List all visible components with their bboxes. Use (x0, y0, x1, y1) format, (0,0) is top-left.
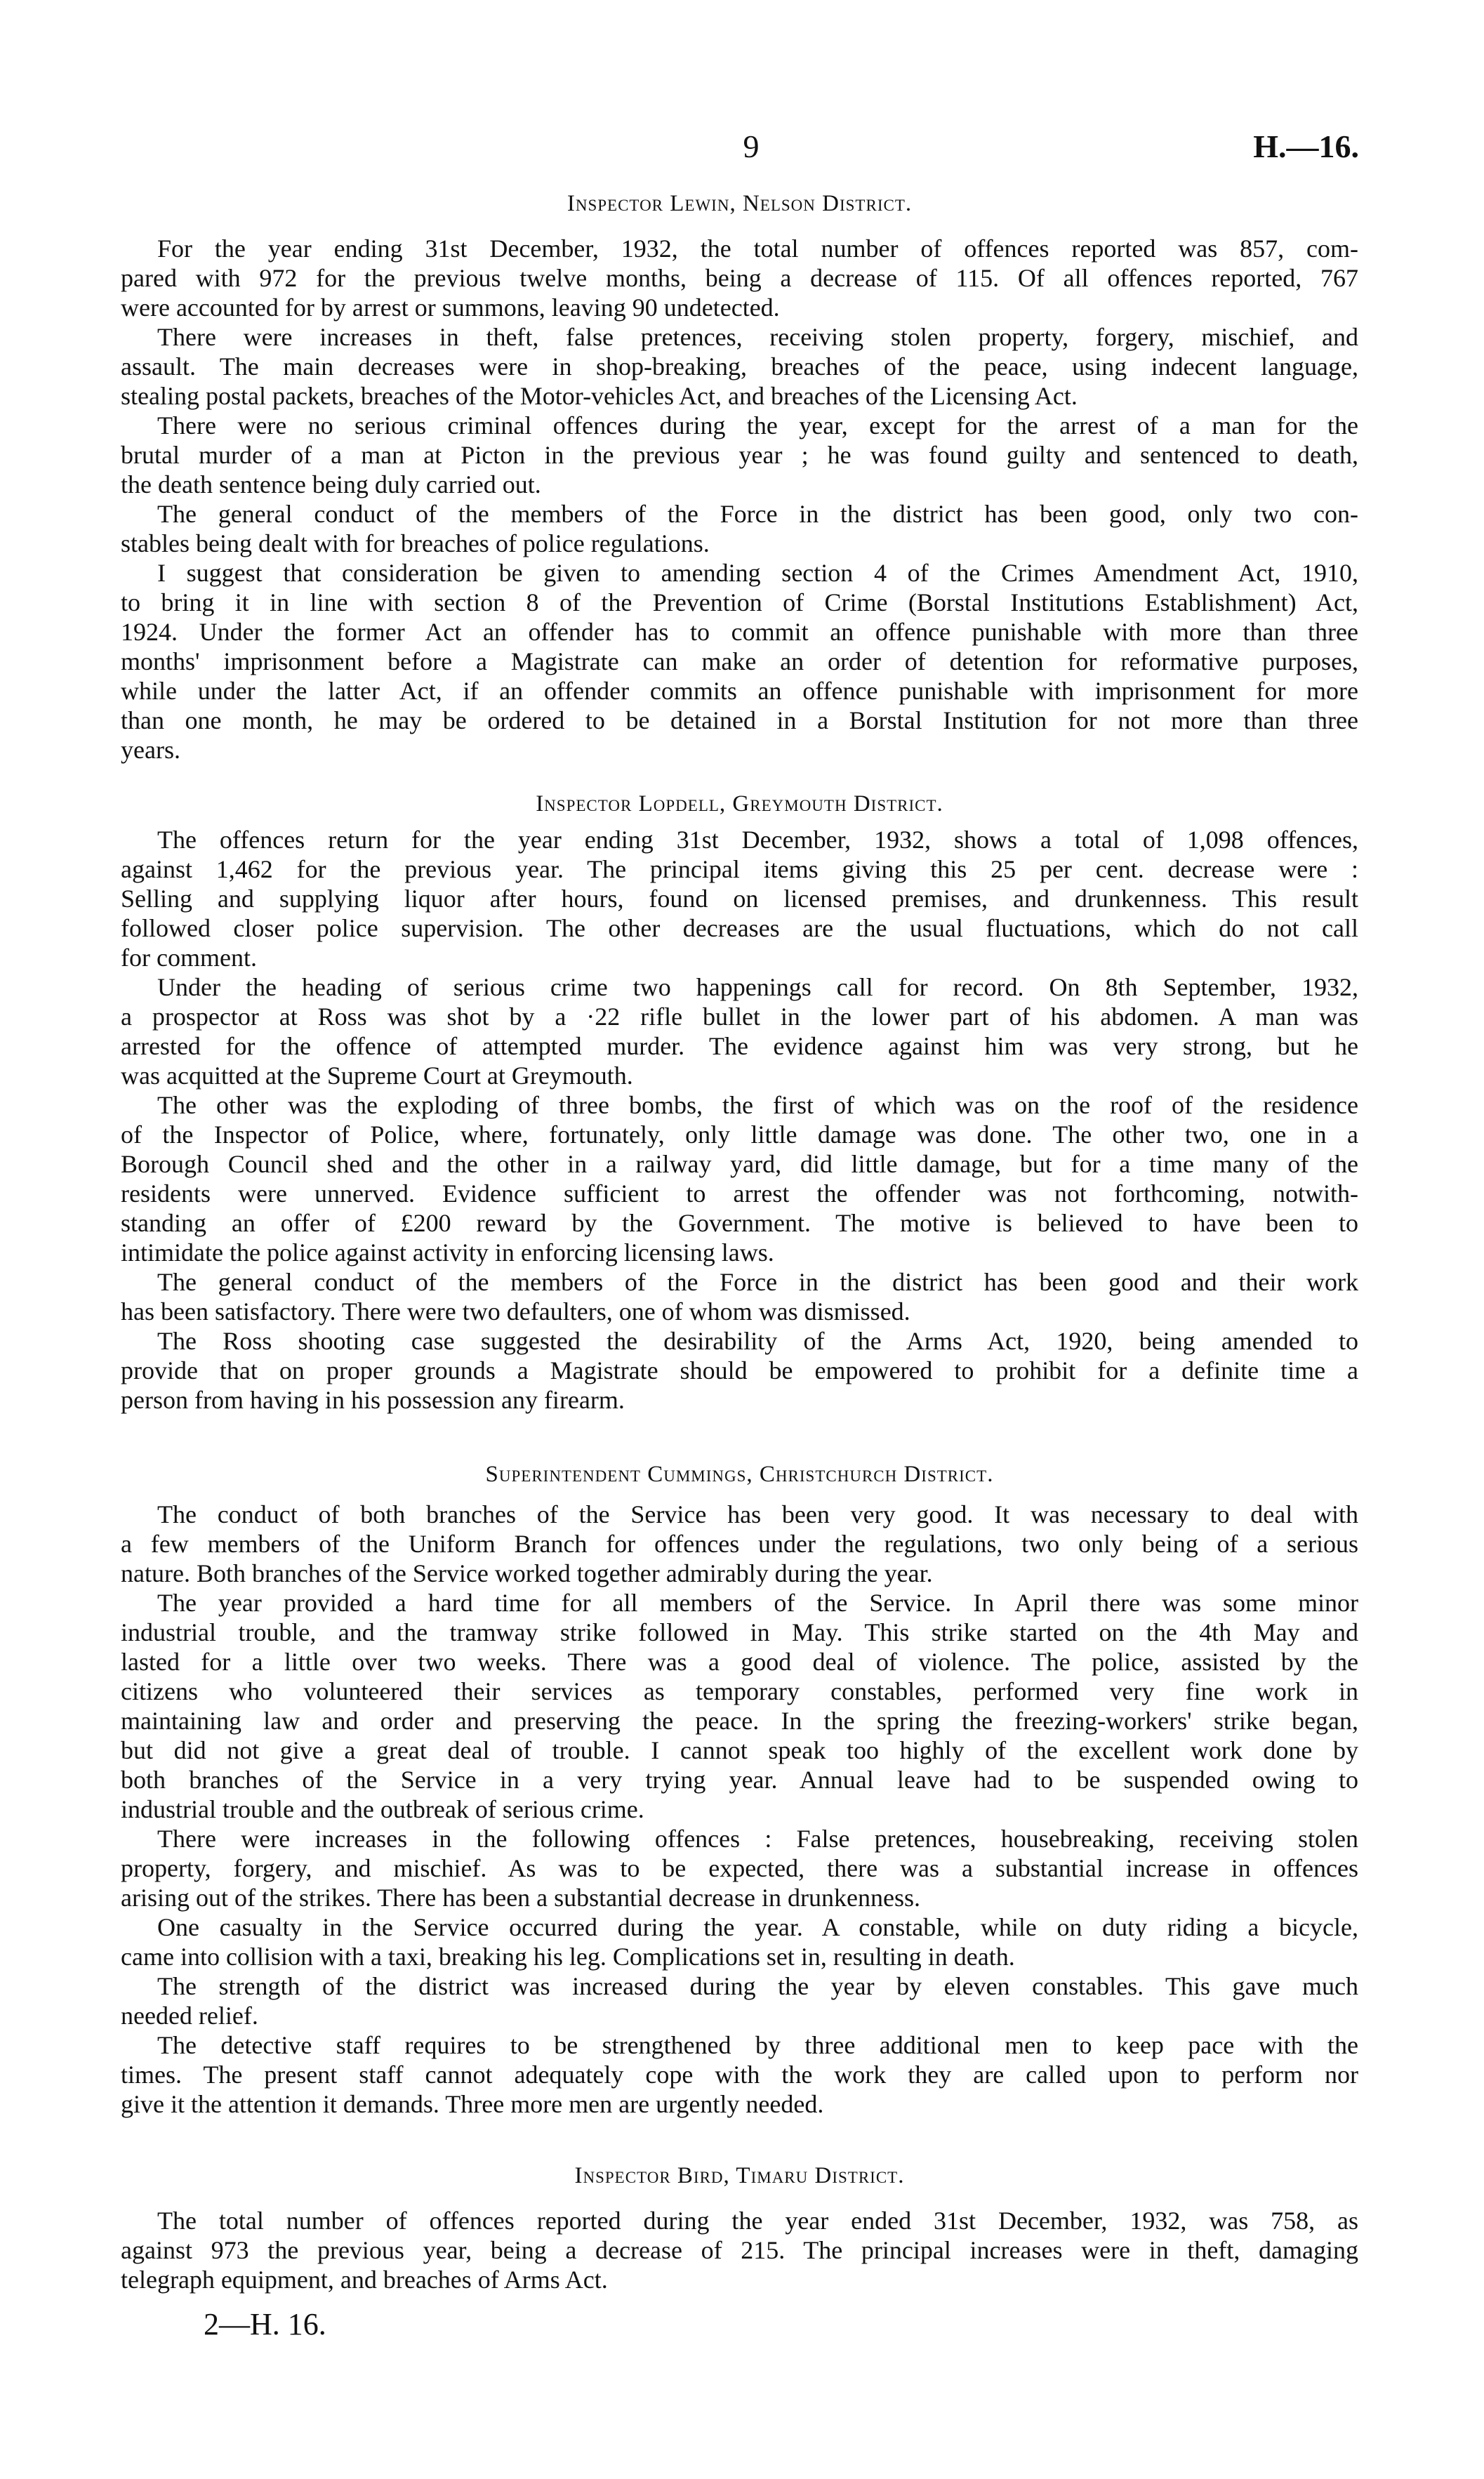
text-line: than one month, he may be ordered to be detained in a Borstal Institution for not more than three (121, 706, 1358, 734)
paragraph (121, 1267, 1358, 1326)
section-body-lopdell (121, 825, 1358, 1415)
section-body-lewin (121, 234, 1358, 765)
text-line: a prospector at Ross was shot by a ·22 rifle bullet in the lower part of his abdomen. A man was (121, 1003, 1358, 1031)
paragraph (121, 411, 1358, 499)
text-line: The other was the exploding of three bombs, the first of which was on the roof of the residence (157, 1091, 1358, 1119)
section-heading-lopdell: Inspector Lopdell, Greymouth District. (536, 791, 943, 817)
paragraph (121, 1588, 1358, 1824)
text-line: while under the latter Act, if an offender commits an offence punishable with imprisonment for more (121, 677, 1358, 705)
paragraph (121, 1824, 1358, 1912)
text-line: person from having in his possession any firearm. (121, 1386, 625, 1414)
text-line: stealing postal packets, breaches of the Motor-vehicles Act, and breaches of the Licensing Act. (121, 382, 1078, 410)
text-line: 1924. Under the former Act an offender has to commit an offence punishable with more than three (121, 618, 1358, 646)
paragraph (121, 558, 1358, 765)
text-line: was acquitted at the Supreme Court at Greymouth. (121, 1062, 633, 1090)
page-number: 9 (743, 128, 760, 164)
section-body-cummings (121, 1500, 1358, 2119)
text-line: One casualty in the Service occurred during the year. A constable, while on duty riding a bicycle, (157, 1913, 1358, 1941)
text-line: intimidate the police against activity in enforcing licensing laws. (121, 1238, 774, 1267)
text-line: needed relief. (121, 2002, 258, 2030)
section-body-bird (121, 2206, 1358, 2294)
text-line: came into collision with a taxi, breaking his leg. Complications set in, resulting in death. (121, 1943, 1015, 1971)
text-line: both branches of the Service in a very trying year. Annual leave had to be suspended owing to (121, 1766, 1358, 1794)
paragraph (121, 825, 1358, 972)
paragraph (121, 1326, 1358, 1415)
text-line: of the Inspector of Police, where, fortunately, only little damage was done. The other two, one in a (121, 1120, 1358, 1149)
text-line: There were increases in the following offences : False pretences, housebreaking, receiving stolen (157, 1825, 1358, 1853)
text-line: arrested for the offence of attempted murder. The evidence against him was very strong, but he (121, 1032, 1358, 1060)
text-line: were accounted for by arrest or summons, leaving 90 undetected. (121, 293, 780, 322)
text-line: Under the heading of serious crime two happenings call for record. On 8th September, 1932, (157, 973, 1358, 1001)
text-line: lasted for a little over two weeks. There was a good deal of violence. The police, assisted by the (121, 1648, 1358, 1676)
text-line: The year provided a hard time for all members of the Service. In April there was some minor (157, 1589, 1358, 1617)
text-line: nature. Both branches of the Service worked together admirably during the year. (121, 1559, 933, 1587)
text-line: stables being dealt with for breaches of police regulations. (121, 529, 710, 557)
paragraph (121, 2206, 1358, 2294)
text-line: The detective staff requires to be strengthened by three additional men to keep pace with the (157, 2031, 1358, 2059)
text-line: The offences return for the year ending 31st December, 1932, shows a total of 1,098 offences, (157, 826, 1358, 854)
text-line: The general conduct of the members of the Force in the district has been good, only two con- (157, 500, 1358, 528)
paragraph (121, 499, 1358, 558)
text-line: telegraph equipment, and breaches of Arms Act. (121, 2266, 608, 2294)
text-line: arising out of the strikes. There has been a substantial decrease in drunkenness. (121, 1884, 920, 1912)
text-line: The Ross shooting case suggested the desirability of the Arms Act, 1920, being amended to (157, 1327, 1358, 1355)
paragraph (121, 322, 1358, 411)
text-line: Borough Council shed and the other in a railway yard, did little damage, but for a time many of the (121, 1150, 1358, 1178)
paragraph (121, 1500, 1358, 1588)
text-line: The total number of offences reported during the year ended 31st December, 1932, was 758, as (157, 2207, 1358, 2235)
text-line: industrial trouble, and the tramway strike followed in May. This strike started on the 4th May and (121, 1618, 1358, 1646)
text-line: There were increases in theft, false pretences, receiving stolen property, forgery, mischief, and (157, 323, 1358, 351)
text-line: The strength of the district was increased during the year by eleven constables. This gave much (157, 1972, 1358, 2000)
text-line: the death sentence being duly carried out. (121, 470, 541, 498)
text-line: brutal murder of a man at Picton in the previous year ; he was found guilty and sentenced to death, (121, 441, 1358, 469)
text-line: For the year ending 31st December, 1932, the total number of offences reported was 857, com- (157, 234, 1358, 263)
text-line: against 1,462 for the previous year. The principal items giving this 25 per cent. decrease were : (121, 855, 1358, 883)
paragraph (121, 2030, 1358, 2119)
text-line: standing an offer of £200 reward by the Government. The motive is believed to have been to (121, 1209, 1358, 1237)
paragraph (121, 1912, 1358, 1971)
text-line: followed closer police supervision. The other decreases are the usual fluctuations, which do not call (121, 914, 1358, 942)
text-line: for comment. (121, 944, 257, 972)
signature-mark: 2—H. 16. (204, 2307, 326, 2341)
section-heading-bird: Inspector Bird, Timaru District. (574, 2163, 905, 2188)
text-line: has been satisfactory. There were two defaulters, one of whom was dismissed. (121, 1297, 910, 1326)
text-line: years. (121, 736, 180, 764)
text-line: The conduct of both branches of the Service has been very good. It was necessary to deal with (157, 1500, 1358, 1528)
paragraph (121, 234, 1358, 322)
document-code: H.—16. (1253, 128, 1359, 164)
text-line: a few members of the Uniform Branch for offences under the regulations, two only being of a serious (121, 1530, 1358, 1558)
text-line: months' imprisonment before a Magistrate can make an order of detention for reformative purposes, (121, 647, 1358, 675)
text-line: but did not give a great deal of trouble. I cannot speak too highly of the excellent work done by (121, 1736, 1358, 1764)
text-line: times. The present staff cannot adequately cope with the work they are called upon to perform nor (121, 2061, 1358, 2089)
text-line: to bring it in line with section 8 of the Prevention of Crime (Borstal Institutions Establishment) Act, (121, 588, 1358, 616)
text-line: There were no serious criminal offences during the year, except for the arrest of a man for the (157, 411, 1358, 439)
paragraph (121, 972, 1358, 1090)
text-line: give it the attention it demands. Three more men are urgently needed. (121, 2090, 824, 2118)
text-line: Selling and supplying liquor after hours, found on licensed premises, and drunkenness. This result (121, 885, 1358, 913)
section-heading-lewin: Inspector Lewin, Nelson District. (567, 191, 913, 216)
paragraph (121, 1971, 1358, 2030)
text-line: residents were unnerved. Evidence sufficient to arrest the offender was not forthcoming, notwith- (121, 1179, 1358, 1208)
text-line: maintaining law and order and preserving the peace. In the spring the freezing-workers' strike began, (121, 1707, 1358, 1735)
text-line: citizens who volunteered their services as temporary constables, performed very fine work in (121, 1677, 1358, 1705)
text-line: provide that on proper grounds a Magistrate should be empowered to prohibit for a definite time a (121, 1356, 1358, 1384)
text-line: pared with 972 for the previous twelve months, being a decrease of 115. Of all offences reported, 767 (121, 264, 1358, 292)
text-line: property, forgery, and mischief. As was to be expected, there was a substantial increase in offences (121, 1854, 1358, 1882)
paragraph (121, 1090, 1358, 1267)
text-line: against 973 the previous year, being a decrease of 215. The principal increases were in theft, damaging (121, 2236, 1358, 2264)
section-heading-cummings: Superintendent Cummings, Christchurch District. (485, 1462, 994, 1487)
text-line: industrial trouble and the outbreak of serious crime. (121, 1795, 644, 1823)
text-line: assault. The main decreases were in shop-breaking, breaches of the peace, using indecent language, (121, 352, 1358, 381)
text-line: The general conduct of the members of the Force in the district has been good and their work (157, 1268, 1358, 1296)
text-line: I suggest that consideration be given to amending section 4 of the Crimes Amendment Act, 1910, (157, 559, 1358, 587)
